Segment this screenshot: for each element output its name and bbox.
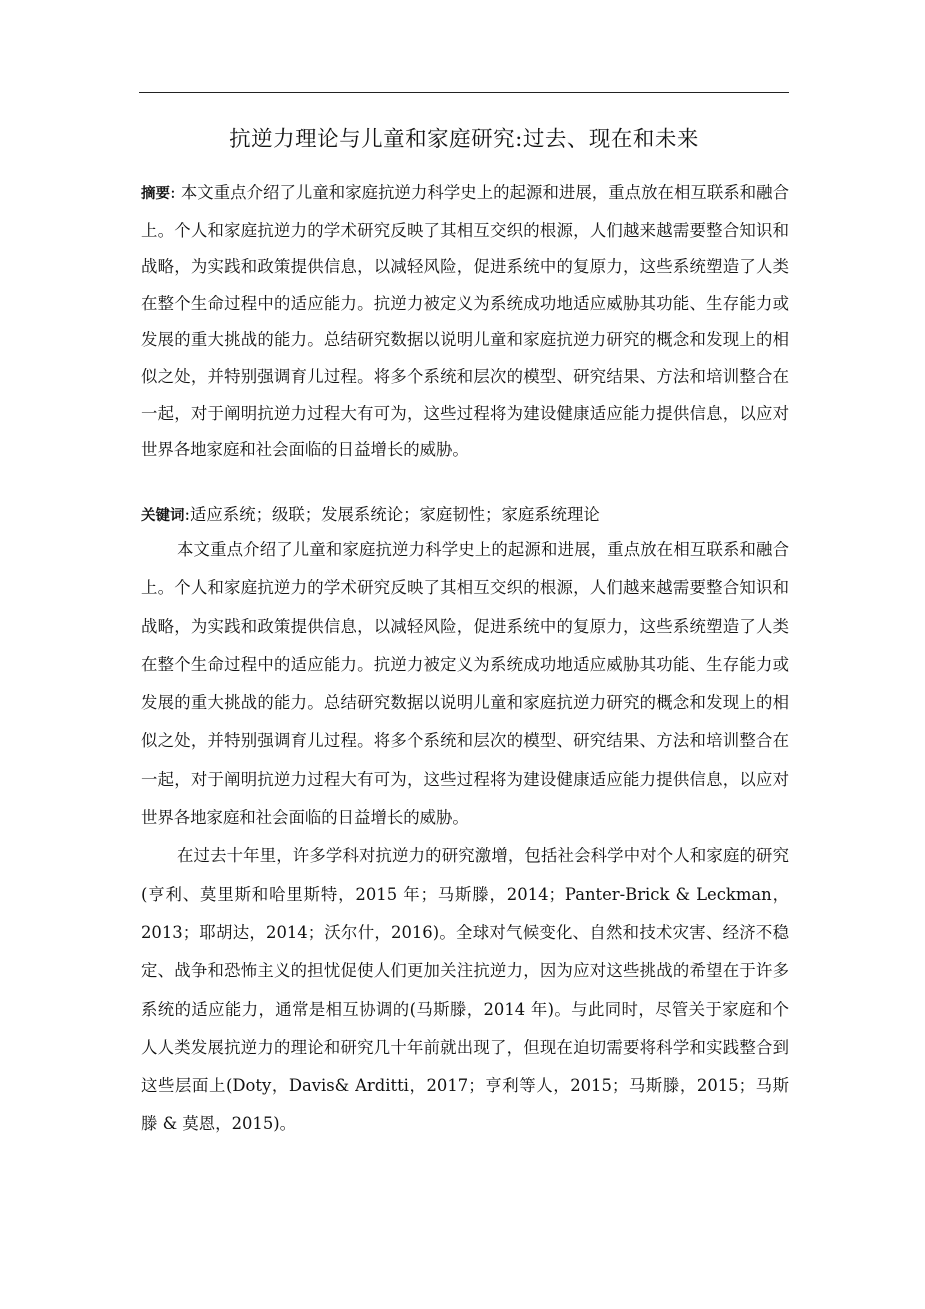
keywords (141, 501, 789, 530)
abstract-text: 本文重点介绍了儿童和家庭抗逆力科学史上的起源和进展，重点放在相互联系和融合上。个人和家庭抗逆力的学术研究反映了其相互交织的根源，人们越来越需要整合知识和战略，为实践和政策提供信息，以减轻风险，促进系统中的复原力，这些系统塑造了人类在整个生命过程中的适应能力。抗逆力被定义为系统成功地适应威胁其功能、生存能力或发展的重大挑战的能力。总结研究数据以说明儿童和家庭抗逆力研究的概念和发现上的相似之处，并特别强调育儿过程。将多个系统和层次的模型、研究结果、方法和培训整合在一起，对于阐明抗逆力过程大有可为，这些过程将为建设健康适应能力提供信息，以应对世界各地家庭和社会面临的日益增长的威胁。 (141, 183, 789, 460)
abstract-label: 摘要 (141, 186, 171, 202)
keywords-separator: : (184, 505, 191, 524)
keywords-label: 关键词 (141, 508, 185, 524)
body-text (141, 531, 789, 1144)
abstract-separator: : (170, 183, 181, 202)
body-paragraph: 本文重点介绍了儿童和家庭抗逆力科学史上的起源和进展，重点放在相互联系和融合上。个人和家庭抗逆力的学术研究反映了其相互交织的根源，人们越来越需要整合知识和战略，为实践和政策提供信息，以减轻风险，促进系统中的复原力，这些系统塑造了人类在整个生命过程中的适应能力。抗逆力被定义为系统成功地适应威胁其功能、生存能力或发展的重大挑战的能力。总结研究数据以说明儿童和家庭抗逆力研究的概念和发现上的相似之处，并特别强调育儿过程。将多个系统和层次的模型、研究结果、方法和培训整合在一起，对于阐明抗逆力过程大有可为，这些过程将为建设健康适应能力提供信息，以应对世界各地家庭和社会面临的日益增长的威胁。 (141, 540, 789, 828)
body-paragraph: 在过去十年里，许多学科对抗逆力的研究激增，包括社会科学中对个人和家庭的研究(亨利、莫里斯和哈里斯特，2015 年；马斯滕，2014；Panter-Brick & Leckman，2013；耶胡达，2014；沃尔什，2016)。全球对气候变化、自然和技术灾害、经济不稳定、战争和恐怖主义的担忧促使人们更加关注抗逆力，因为应对这些挑战的希望在于许多系统的适应能力，通常是相互协调的(马斯滕，2014 年)。与此同时，尽管关于家庭和个人人类发展抗逆力的理论和研究几十年前就出现了，但现在迫切需要将科学和实践整合到这些层面上(Doty，Davis& Arditti，2017；亨利等人，2015；马斯滕，2015；马斯滕 & 莫恩，2015)。 (141, 846, 789, 1134)
paper-title: 抗逆力理论与儿童和家庭研究:过去、现在和未来 (229, 127, 699, 152)
header-rule (139, 92, 789, 93)
keywords-text: 适应系统；级联；发展系统论；家庭韧性；家庭系统理论 (190, 505, 600, 524)
abstract (141, 175, 789, 469)
